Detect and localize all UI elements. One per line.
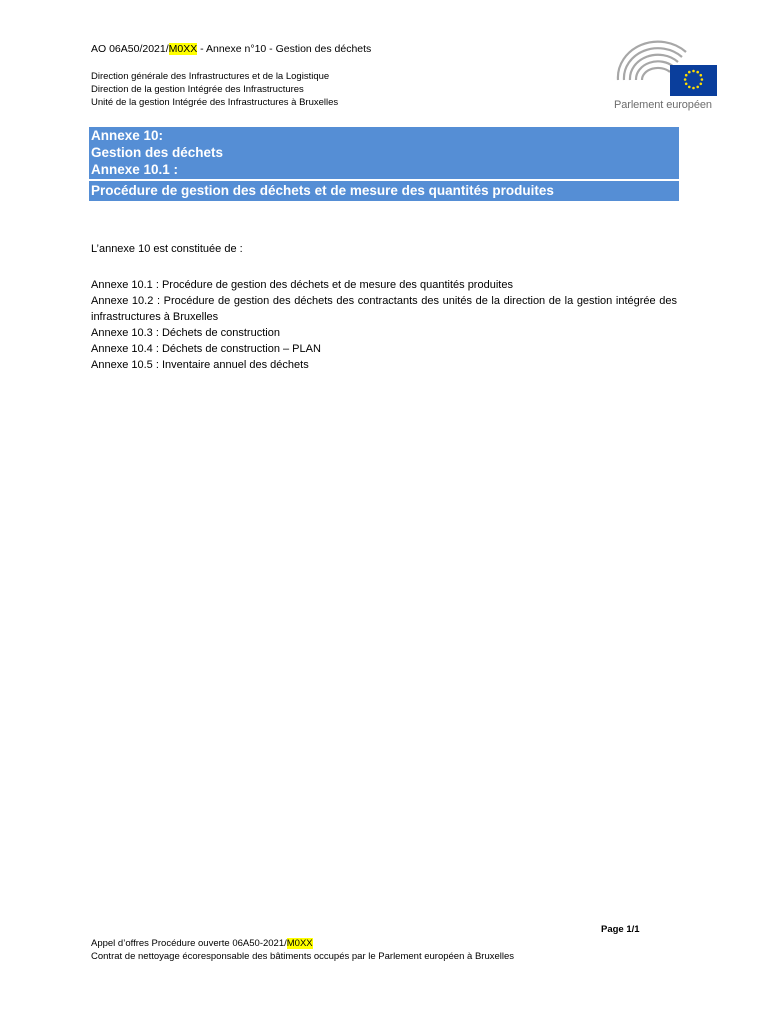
page-number: Page 1/1: [601, 924, 640, 935]
title-line-4: Procédure de gestion des déchets et de mesure des quantités produites: [91, 183, 554, 198]
annex-item-10-1: Annexe 10.1 : Procédure de gestion des déchets et de mesure des quantités produites: [91, 279, 513, 291]
logo-graphic: [614, 40, 720, 98]
footer-highlight: M0XX: [286, 938, 313, 949]
department-line-1: Direction générale des Infrastructures et de la Logistique: [91, 71, 330, 82]
eu-flag-icon: [670, 65, 717, 96]
ref-suffix: - Annexe n°10 - Gestion des déchets: [197, 43, 372, 55]
parliament-logo: [614, 40, 720, 118]
annex-item-10-3: Annexe 10.3 : Déchets de construction: [91, 327, 280, 339]
title-line-2: Gestion des déchets: [91, 145, 224, 160]
ref-prefix: AO 06A50/2021/: [91, 43, 169, 55]
annex-item-10-2: Annexe 10.2 : Procédure de gestion des déchets des contractants des unités de la direction de la gestion intégrée des infrastructures à Bruxelles: [91, 295, 677, 323]
title-line-1: Annexe 10:: [91, 128, 164, 143]
annex-title-box: [89, 127, 679, 201]
ref-highlight: M0XX: [168, 43, 198, 55]
department-line-3: Unité de la gestion Intégrée des Infrastructures à Bruxelles: [91, 97, 339, 108]
annex-item-10-4: Annexe 10.4 : Déchets de construction – PLAN: [91, 343, 321, 355]
footer-line-1: [91, 937, 514, 950]
footer-prefix: Appel d’offres Procédure ouverte 06A50-2021/: [91, 938, 287, 949]
annex-list: [91, 277, 677, 373]
footer-line-2: Contrat de nettoyage écoresponsable des bâtiments occupés par le Parlement européen à Bruxelles: [91, 951, 515, 962]
logo-text: Parlement européen: [614, 99, 712, 111]
intro-text: L’annexe 10 est constituée de :: [91, 243, 243, 255]
department-line-2: Direction de la gestion Intégrée des Infrastructures: [91, 84, 304, 95]
footer: [91, 937, 514, 963]
title-line-3: Annexe 10.1 :: [91, 162, 179, 177]
annex-item-10-5: Annexe 10.5 : Inventaire annuel des déchets: [91, 359, 309, 371]
document-reference: [91, 43, 371, 55]
title-divider: [89, 179, 679, 181]
